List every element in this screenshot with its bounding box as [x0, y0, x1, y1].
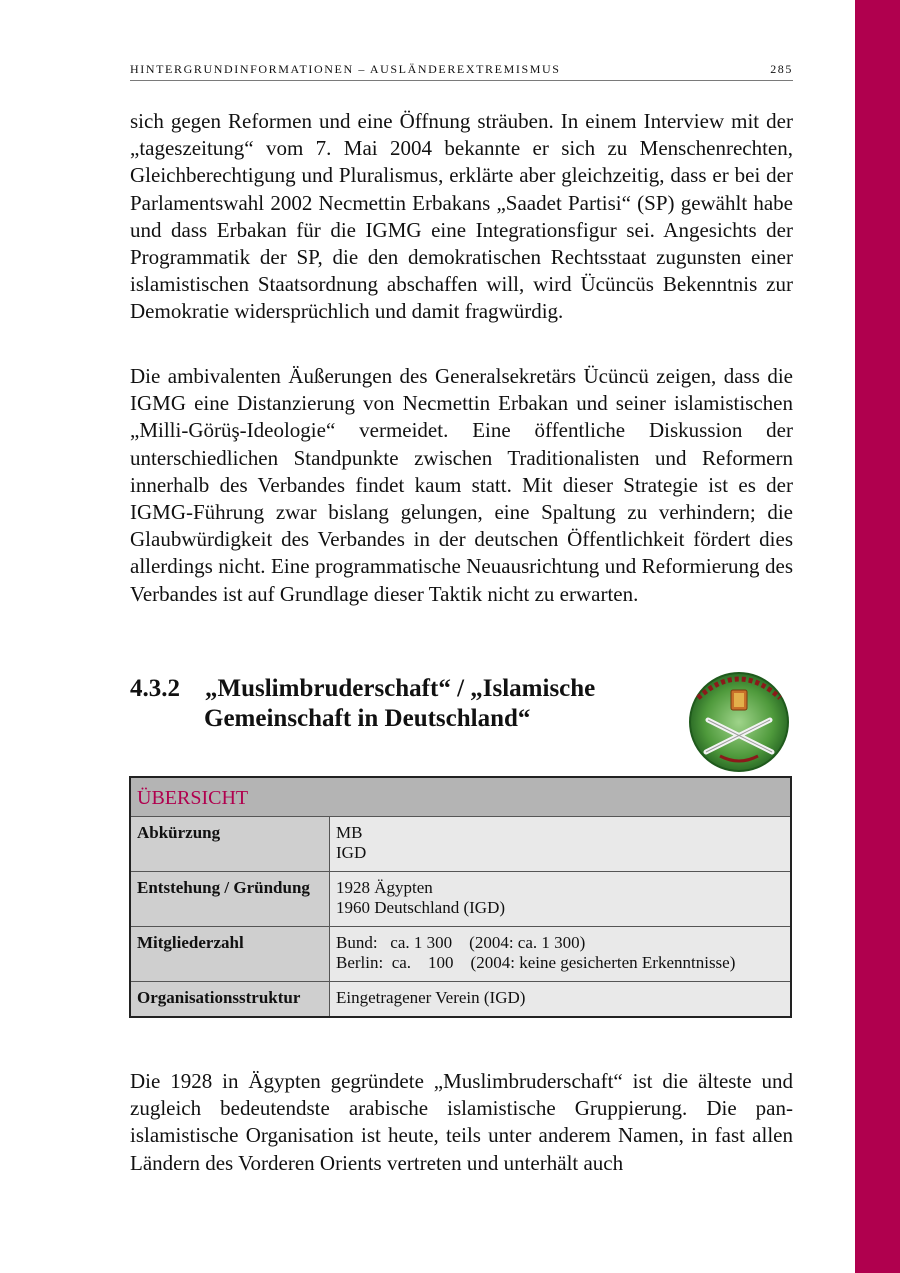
table-row: [130, 872, 791, 927]
row-value-line: 1960 Deutschland (IGD): [336, 898, 506, 917]
row-label: Mitgliederzahl: [130, 927, 330, 982]
row-label: Entstehung / Gründung: [130, 872, 330, 927]
row-value-line: Eingetragener Verein (IGD): [336, 988, 526, 1007]
row-value: [330, 817, 792, 872]
table-row: [130, 982, 791, 1018]
paragraph-2: Die ambivalenten Äußerungen des Generalsekretärs Ücüncü zeigen, dass die IGMG eine Distanzierung von Necmettin Erbakan und seiner islamistischen „Milli-Görüş-Ideologie“ vermeidet. Eine öffentliche Diskussion der unterschiedlichen Standpunkte zwischen Traditionalisten und Reformern innerhalb des Verbandes findet kaum statt. Mit dieser Strategie ist es der IGMG-Führung zwar bislang gelungen, eine Spaltung zu verhindern; die Glaubwürdigkeit des Verbandes in der deutschen Öffentlichkeit fördert dies allerdings nicht. Eine programmatische Neuausrichtung und Reformierung des Verbandes ist auf Grundlage dieser Taktik nicht zu erwarten.: [130, 364, 793, 606]
section-title-line-2: Gemeinschaft in Deutschland“: [204, 705, 531, 732]
row-value-line: MB: [336, 823, 363, 842]
row-value-line: Berlin: ca. 100 (2004: keine gesicherten Erkenntnisse): [336, 953, 736, 972]
overview-table: [129, 776, 792, 1018]
section-number: 4.3.2: [130, 675, 180, 702]
muslim-brotherhood-emblem-icon: [680, 660, 798, 776]
overview-header: ÜBERSICHT: [130, 777, 791, 817]
page-number: 285: [770, 62, 793, 76]
paragraph-1: sich gegen Reformen und eine Öffnung sträuben. In einem Interview mit der „tageszeitung“ vom 7. Mai 2004 bekannte er sich zu Menschenrechten, Gleichberechtigung und Pluralismus, erklärte aber gleichzeitig, dass er bei der Parlamentswahl 2002 Necmettin Erbakans „Saadet Partisi“ (SP) gewählt habe und dass Erbakan für die IGMG eine Integrationsfigur sei. Angesichts der Programmatik der SP, die den demokratischen Rechtsstaat zugunsten einer islamistischen Staatsordnung abschaffen will, wird Ücüncüs Bekenntnis zur Demokratie widersprüchlich und damit fragwürdig.: [130, 109, 793, 324]
running-head-title: HINTERGRUNDINFORMATIONEN – AUSLÄNDEREXTREMISMUS: [130, 62, 561, 76]
row-value-line: IGD: [336, 843, 367, 862]
section-title-line-1: „Muslimbruderschaft“ / „Islamische: [205, 675, 596, 702]
row-label: Abkürzung: [130, 817, 330, 872]
running-head: [130, 62, 793, 81]
table-row: [130, 927, 791, 982]
section-heading: [130, 674, 670, 734]
side-color-band: [855, 0, 900, 1273]
row-value: [330, 982, 792, 1018]
row-value: [330, 927, 792, 982]
row-value-line: 1928 Ägypten: [336, 878, 433, 897]
row-value-line: Bund: ca. 1 300 (2004: ca. 1 300): [336, 933, 586, 952]
row-value: [330, 872, 792, 927]
table-row: [130, 817, 791, 872]
row-label: Organisationsstruktur: [130, 982, 330, 1018]
paragraph-3: Die 1928 in Ägypten gegründete „Muslimbruderschaft“ ist die älteste und zugleich bedeutendste arabische islamistische Gruppierung. Die pan-islamistische Organisation ist heute, teils unter anderem Namen, in fast allen Ländern des Vorderen Orients vertreten und unterhält auch: [130, 1069, 793, 1175]
